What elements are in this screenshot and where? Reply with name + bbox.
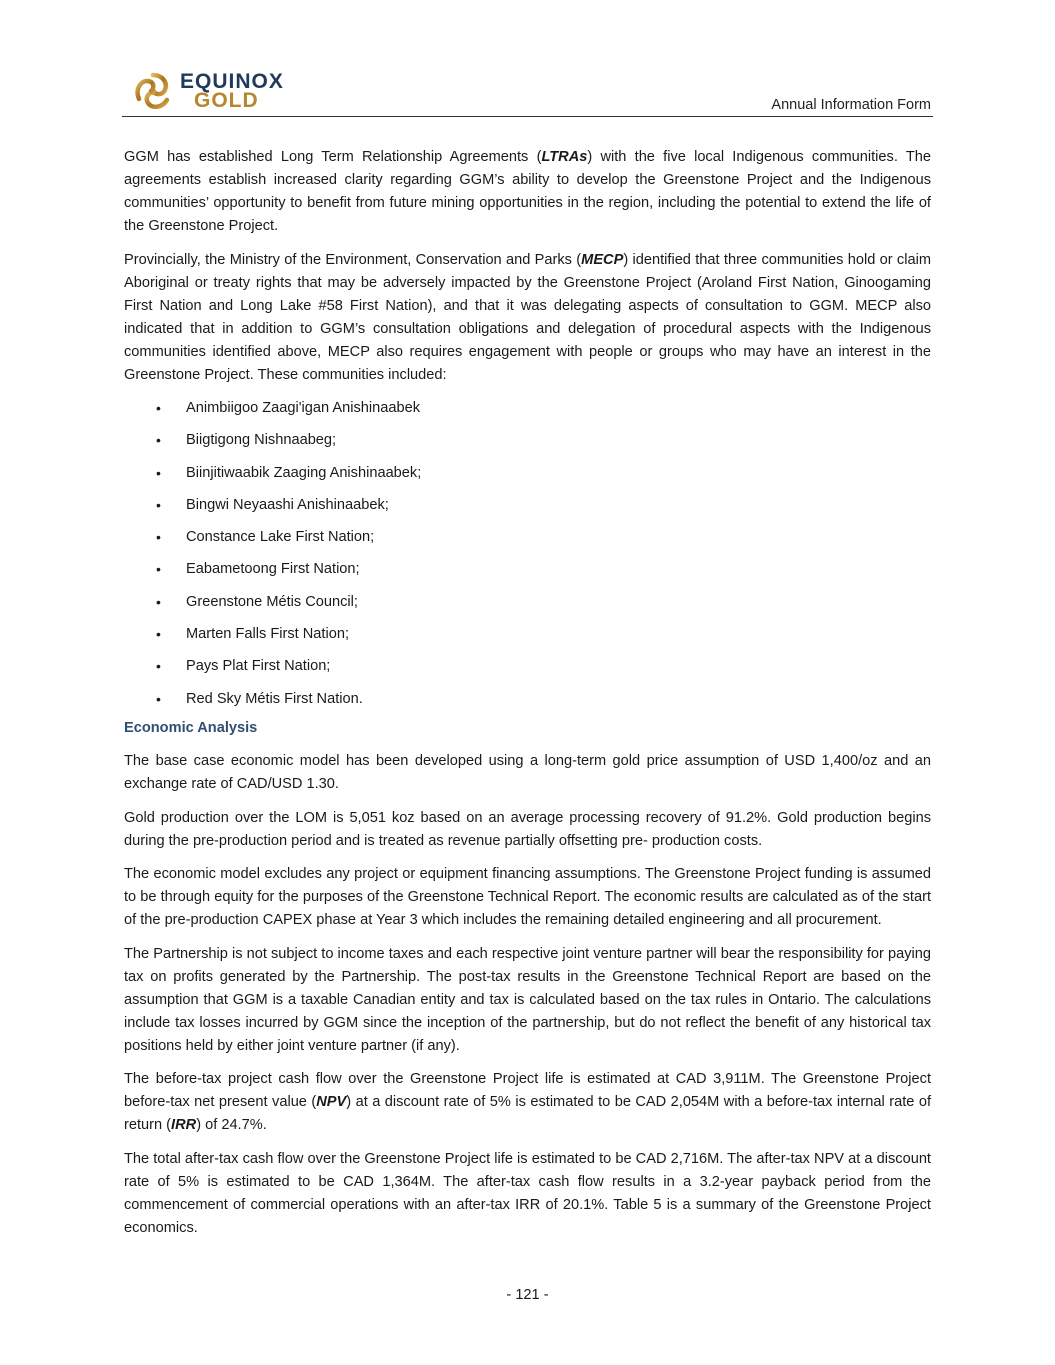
paragraph-mecp: Provincially, the Ministry of the Environment, Conservation and Parks (MECP) identified that three communities hold or claim Aboriginal or treaty rights that may be adversely impacted by the Greenstone Project (Aroland First Nation, Ginoogaming First Nation and Long Lake #58 First Nation), and that it was delegating aspects of consultation to GGM. MECP also indicated that in addition to GGM’s consultation obligations and delegation of procedural aspects with the Indigenous communities identified above, MECP also requires engagement with people or groups who may have an interest in the Greenstone Project. These communities included: (124, 251, 931, 383)
bullet-icon: • (156, 496, 161, 513)
bullet-icon: • (156, 400, 161, 416)
list-item: • Eabametoong First Nation; (124, 558, 931, 590)
list-item: • Bingwi Neyaashi Anishinaabek; (124, 494, 931, 526)
bullet-icon: • (156, 626, 161, 643)
section-heading-economic-analysis: Economic Analysis (124, 719, 258, 736)
paragraph-after-tax: The total after-tax cash flow over the Greenstone Project life is estimated to be CAD 2,716M. The after-tax NPV at a discount rate of 5% is estimated to be CAD 1,364M. The after-tax cash flow results in a 3.2-year payback period from the commencement of commercial operations with an after-tax IRR of 20.1%. Table 5 is a summary of the Greenstone Project economics. (124, 1150, 931, 1236)
logo-wordmark-gold: GOLD (194, 89, 259, 112)
page-number: - 121 - (506, 1287, 549, 1303)
list-item: • Biigtigong Nishnaabeg; (124, 429, 931, 461)
bullet-icon: • (156, 529, 161, 546)
paragraph-tax: The Partnership is not subject to income taxes and each respective joint venture partner will bear the responsibility for paying tax on profits generated by the Partnership. The post-tax results in the Greenstone Technical Report are based on the assumption that GGM is a taxable Canadian entity and tax is calculated based on the tax rules in Ontario. The calculations include tax losses incurred by GGM since the inception of the partnership, but do not reflect the benefit of any historical tax positions held by either joint venture partner (if any). (124, 945, 931, 1054)
list-item: • Constance Lake First Nation; (124, 526, 931, 558)
paragraph-ltras: GGM has established Long Term Relationship Agreements (LTRAs) with the five local Indigenous communities. The agreements establish increased clarity regarding GGM’s ability to develop the Greenstone Project and the Indigenous communities’ opportunity to benefit from future mining opportunities in the region, including the potential to extend the life of the Greenstone Project. (124, 149, 931, 234)
logo-wordmark-equinox: EQUINOX (180, 70, 284, 93)
page-header (122, 66, 933, 117)
term-irr: IRR (171, 1117, 197, 1134)
paragraph-before-tax: The before-tax project cash flow over the Greenstone Project life is estimated at CAD 3,911M. The Greenstone Project before-tax net present value (NPV) at a discount rate of 5% is estimated to be CAD 2,054M with a before-tax internal rate of return (IRR) of 24.7%. (124, 1071, 932, 1134)
list-item: • Pays Plat First Nation; (124, 655, 931, 687)
communities-list (124, 397, 931, 717)
list-item: • Red Sky Métis First Nation. (124, 688, 931, 717)
term-mecp: MECP (581, 251, 624, 268)
paragraph-financing: The economic model excludes any project or equipment financing assumptions. The Greenstone Project funding is assumed to be through equity for the purposes of the Greenstone Technical Report. The economic results are calculated as of the start of the pre-production CAPEX phase at Year 3 which includes the remaining detailed engineering and all procurement. (124, 866, 931, 929)
bullet-icon: • (156, 658, 161, 675)
list-item: • Greenstone Métis Council; (124, 591, 931, 623)
bullet-icon: • (156, 561, 161, 578)
company-logo (132, 70, 284, 112)
paragraph-base-case: The base case economic model has been developed using a long-term gold price assumption of USD 1,400/oz and an exchange rate of CAD/USD 1.30. (124, 753, 931, 793)
document-title: Annual Information Form (771, 97, 931, 113)
list-item: • Animbiigoo Zaagi'igan Anishinaabek (124, 397, 931, 429)
page-body (124, 146, 931, 1250)
paragraph-gold-production: Gold production over the LOM is 5,051 koz based on an average processing recovery of 91.2%. Gold production begins during the pre-production period and is treated as revenue partially offsetting pre- production costs. (124, 809, 931, 849)
term-npv: NPV (316, 1094, 347, 1111)
bullet-icon: • (156, 690, 161, 707)
bullet-icon: • (156, 464, 161, 481)
list-item: • Biinjitiwaabik Zaaging Anishinaabek; (124, 462, 931, 494)
equinox-gold-triskele-icon (132, 70, 174, 112)
bullet-icon: • (156, 593, 161, 610)
term-ltras: LTRAs (541, 149, 588, 165)
list-item: • Marten Falls First Nation; (124, 623, 931, 655)
bullet-icon: • (156, 432, 161, 449)
